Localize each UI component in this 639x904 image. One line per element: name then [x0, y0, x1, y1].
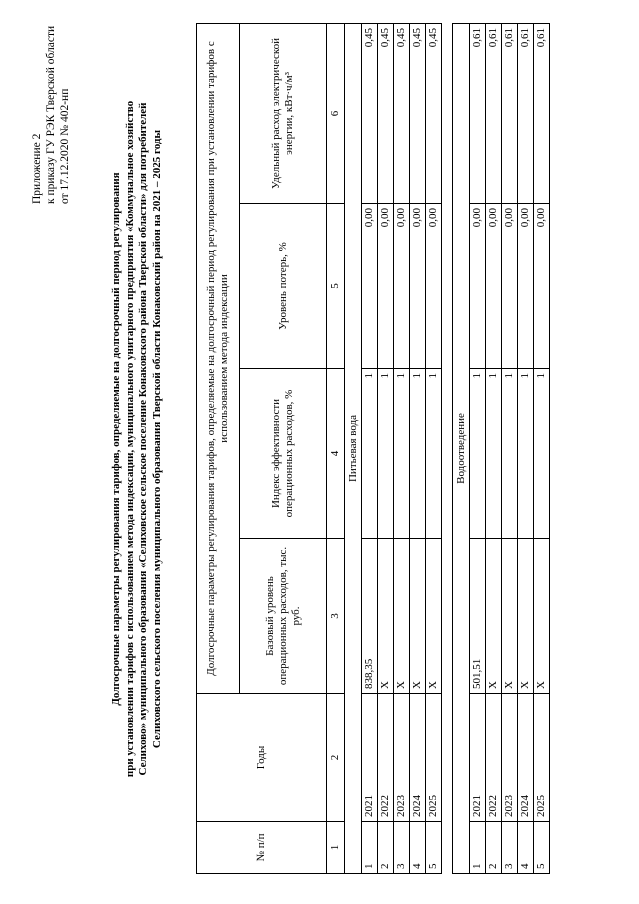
efficiency-index-cell: 1: [486, 369, 502, 539]
energy-consumption-cell: 0,61: [470, 23, 486, 203]
column-number-cell: 4: [327, 369, 345, 539]
efficiency-index-cell: 1: [378, 369, 394, 539]
efficiency-index-cell: 1: [394, 369, 410, 539]
section-title-row: [453, 23, 470, 873]
energy-consumption-cell: 0,45: [362, 23, 378, 203]
section-spacer: [442, 23, 453, 873]
table-row: [486, 23, 502, 873]
year-cell: 2024: [410, 694, 426, 822]
heading-line-2: при установлении тарифов с использованием метода индексации, муниципального унитарного предприятия «Коммунальное хозяйство: [123, 100, 136, 778]
year-cell: 2022: [486, 694, 502, 822]
section-title: Водоотведение: [453, 23, 470, 873]
heading-line-3: Селихово» муниципального образования «Селиховское сельское поселение Конаковского района Тверской области» для потребителей: [137, 102, 149, 776]
section-title: Питьевая вода: [345, 23, 362, 873]
appendix-note: [30, 14, 72, 204]
column-number-cell: 3: [327, 539, 345, 694]
energy-consumption-cell: 0,61: [502, 23, 518, 203]
base-level-cell: X: [394, 539, 410, 694]
efficiency-index-cell: 1: [518, 369, 534, 539]
energy-consumption-cell: 0,61: [486, 23, 502, 203]
loss-level-cell: 0,00: [534, 204, 550, 369]
loss-level-cell: 0,00: [470, 204, 486, 369]
column-number-cell: 1: [327, 822, 345, 874]
year-cell: 2024: [518, 694, 534, 822]
table-row: [502, 23, 518, 873]
column-number-cell: 5: [327, 204, 345, 369]
year-cell: 2022: [378, 694, 394, 822]
row-number-cell: 2: [378, 822, 394, 874]
header-energy-consumption: Удельный расход электрической энергии, кВт·ч/м³: [240, 23, 327, 203]
table-row: [410, 23, 426, 873]
energy-consumption-cell: 0,45: [378, 23, 394, 203]
appendix-line-1: Приложение 2: [31, 133, 43, 204]
appendix-line-3: от 17.12.2020 № 402-нп: [59, 88, 71, 204]
table-row: [378, 23, 394, 873]
efficiency-index-cell: 1: [470, 369, 486, 539]
efficiency-index-cell: 1: [534, 369, 550, 539]
base-level-cell: X: [502, 539, 518, 694]
header-loss-level: Уровень потерь, %: [240, 204, 327, 369]
row-number-cell: 1: [470, 822, 486, 874]
base-level-cell: 501,51: [470, 539, 486, 694]
efficiency-index-cell: 1: [410, 369, 426, 539]
table-row: [518, 23, 534, 873]
energy-consumption-cell: 0,61: [518, 23, 534, 203]
table-row: [470, 23, 486, 873]
row-number-cell: 3: [502, 822, 518, 874]
loss-level-cell: 0,00: [394, 204, 410, 369]
energy-consumption-cell: 0,61: [534, 23, 550, 203]
base-level-cell: X: [486, 539, 502, 694]
base-level-cell: X: [378, 539, 394, 694]
document-heading: [110, 44, 164, 834]
year-cell: 2023: [502, 694, 518, 822]
section-title-row: [345, 23, 362, 873]
energy-consumption-cell: 0,45: [410, 23, 426, 203]
base-level-cell: X: [410, 539, 426, 694]
year-cell: 2021: [470, 694, 486, 822]
heading-line-4: Селиховского сельского поселения муниципального образования Тверской области Конаковский район на 2021 – 2025 годы: [150, 129, 163, 749]
base-level-cell: X: [534, 539, 550, 694]
year-cell: 2023: [394, 694, 410, 822]
loss-level-cell: 0,00: [502, 204, 518, 369]
table-row: [534, 23, 550, 873]
row-number-cell: 4: [518, 822, 534, 874]
loss-level-cell: 0,00: [378, 204, 394, 369]
efficiency-index-cell: 1: [362, 369, 378, 539]
base-level-cell: 838,35: [362, 539, 378, 694]
section-spacer-cell: [442, 23, 453, 873]
year-cell: 2025: [426, 694, 442, 822]
energy-consumption-cell: 0,45: [426, 23, 442, 203]
loss-level-cell: 0,00: [486, 204, 502, 369]
row-number-cell: 1: [362, 822, 378, 874]
row-number-cell: 5: [534, 822, 550, 874]
table-row: [426, 23, 442, 873]
row-number-cell: 2: [486, 822, 502, 874]
loss-level-cell: 0,00: [426, 204, 442, 369]
efficiency-index-cell: 1: [502, 369, 518, 539]
header-efficiency-index: Индекс эффективности операционных расходов, %: [240, 369, 327, 539]
header-base-level: Базовый уровень операционных расходов, тыс. руб.: [240, 539, 327, 694]
year-cell: 2025: [534, 694, 550, 822]
column-number-cell: 6: [327, 23, 345, 203]
appendix-line-2: к приказу ГУ РЭК Тверской области: [45, 25, 57, 204]
base-level-cell: X: [426, 539, 442, 694]
parameters-table: [196, 23, 550, 874]
row-number-cell: 5: [426, 822, 442, 874]
column-numbers-row: [327, 23, 345, 873]
efficiency-index-cell: 1: [426, 369, 442, 539]
header-years: Годы: [197, 694, 327, 822]
loss-level-cell: 0,00: [362, 204, 378, 369]
table-row: [394, 23, 410, 873]
row-number-cell: 4: [410, 822, 426, 874]
column-number-cell: 2: [327, 694, 345, 822]
loss-level-cell: 0,00: [410, 204, 426, 369]
energy-consumption-cell: 0,45: [394, 23, 410, 203]
row-number-cell: 3: [394, 822, 410, 874]
loss-level-cell: 0,00: [518, 204, 534, 369]
year-cell: 2021: [362, 694, 378, 822]
base-level-cell: X: [518, 539, 534, 694]
header-number: № п/п: [197, 822, 327, 874]
header-group: Долгосрочные параметры регулирования тарифов, определяемые на долгосрочный период регулирования при установлении тарифов с использованием метода индексации: [197, 23, 240, 693]
table-row: [362, 23, 378, 873]
heading-line-1: Долгосрочные параметры регулирования тарифов, определяемые на долгосрочный период регулирования: [110, 172, 122, 706]
